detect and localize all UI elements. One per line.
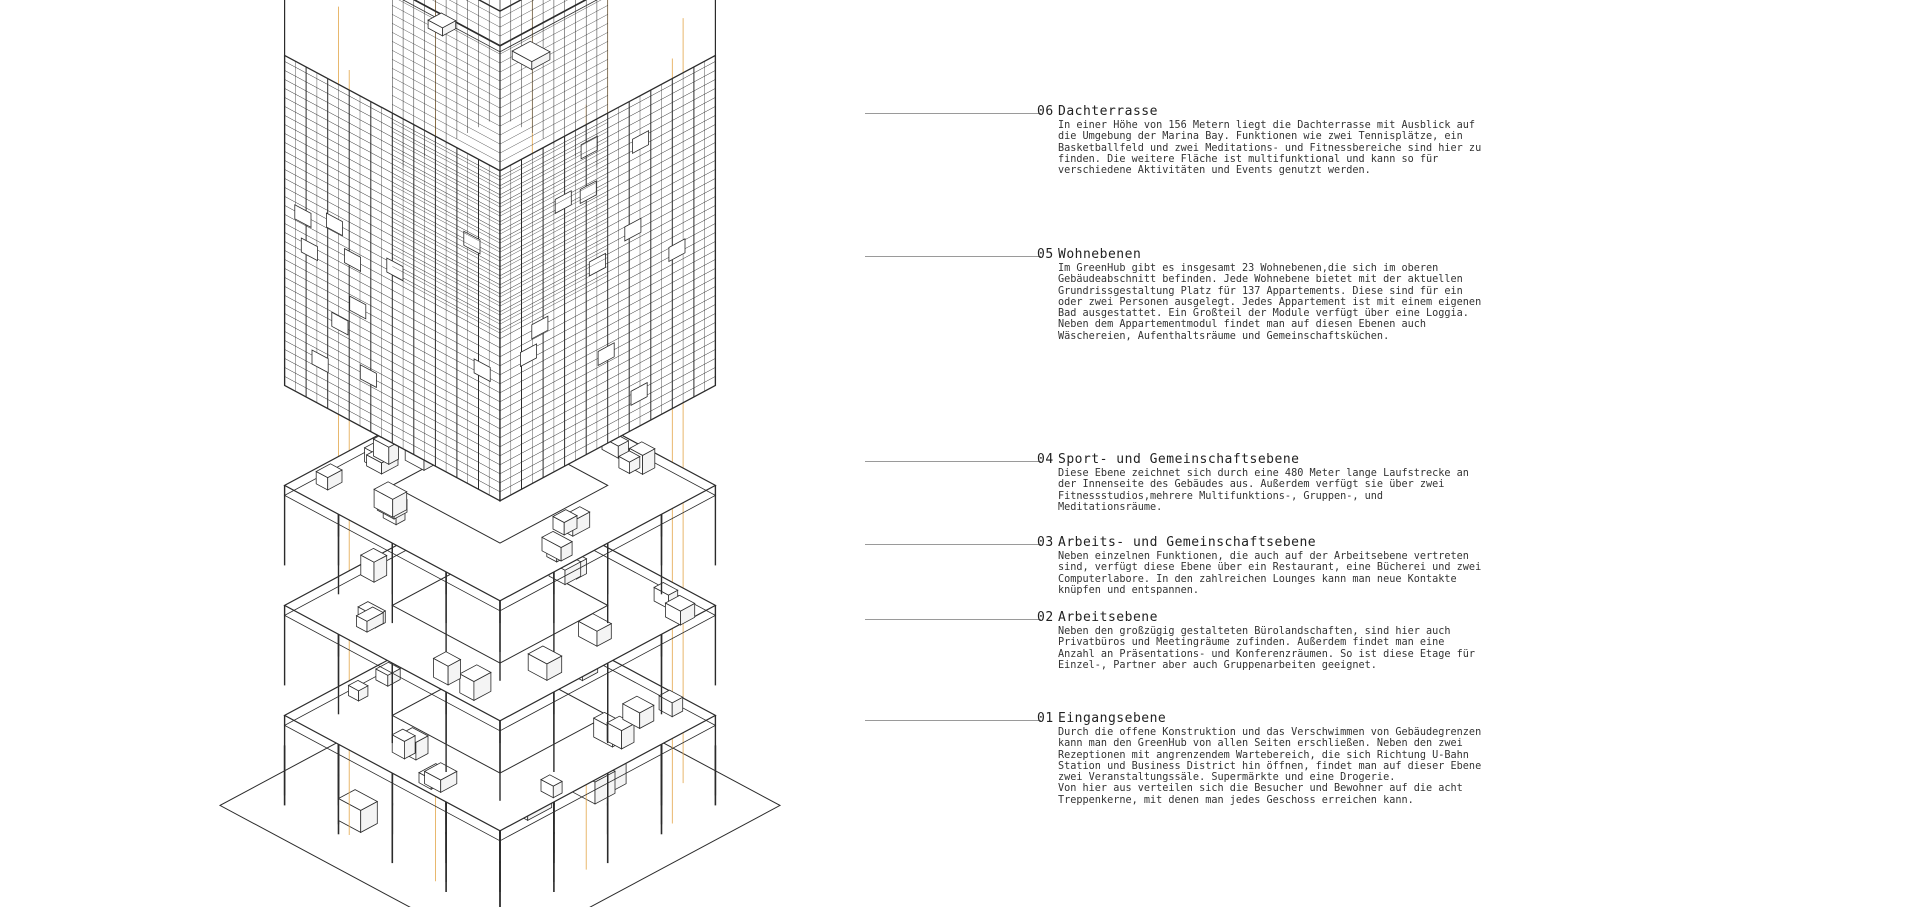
level-description: Im GreenHub gibt es insgesamt 23 Wohnebenen,die sich im oberen Gebäudeabschnitt befinden. Jede Wohnebene bietet mit der aktuellen Grundrissgestaltung Platz für 137 Appartements. Diese sind für ein oder zwei Personen ausgelegt. Jedes Appartement ist mit einem eigenen Bad ausgestattet. Ein Großteil der Module verfügt über eine Loggia. Neben dem Appartementmodul findet man auf diesen Ebenen auch Wäschereien, Aufenthaltsräume und Gemeinschaftsküchen. — [1058, 263, 1482, 342]
terrace-module — [512, 41, 550, 69]
kiosk-module — [339, 790, 378, 833]
level-description: Neben den großzügig gestalteten Bürolandschaften, sind hier auch Privatbüros und Meetingräume zufinden. Außerdem findet man eine Anzahl an Präsentations- und Konferenzräumen. So ist diese Etage für Einzel-, Partner aber auch Gruppenarbeiten geeignet. — [1058, 626, 1476, 671]
level-description: Neben einzelnen Funktionen, die auch auf der Arbeitsebene vertreten sind, verfügt diese Ebene über ein Restaurant, eine Bücherei und zwei Computerlabore. In den zahlreichen Lounges kann man neue Kontakte knüpfen und entspannen. — [1058, 551, 1482, 596]
leader-line — [865, 544, 1041, 545]
level-description: Durch die offene Konstruktion und das Verschwimmen von Gebäudegrenzen kann man den GreenHub von allen Seiten erschließen. Neben den zwei Rezeptionen mit angrenzendem Wartebereich, die sich Richtung U-Bahn Station und Business District hin öffnen, findet man auf dieser Ebene zwei Veranstaltungssäle. Supermärkte und eine Drogerie. Von hier aus verteilen sich die Besucher und Bewohner auf die acht Treppenkerne, mit denen man jedes Geschoss erreichen kann. — [1058, 727, 1482, 806]
level-title: Arbeits- und Gemeinschaftsebene — [1058, 535, 1317, 550]
leader-line — [865, 461, 1041, 462]
room-module — [392, 729, 415, 759]
level-title: Wohnebenen — [1058, 247, 1142, 262]
level-number: 02 — [1037, 610, 1054, 625]
level-description: In einer Höhe von 156 Metern liegt die Dachterrasse mit Ausblick auf die Umgebung der Marina Bay. Funktionen wie zwei Tennisplätze, ein Basketballfeld und zwei Meditations- und Fitnessbereiche sind hier zu finden. Die weitere Fläche ist multifunktional und kann so für verschiedene Aktivitäten und Events genutzt werden. — [1058, 120, 1482, 177]
level-number: 06 — [1037, 104, 1054, 119]
level-number: 04 — [1037, 452, 1054, 467]
level-title: Arbeitsebene — [1058, 610, 1158, 625]
leader-line — [865, 113, 1041, 114]
terrace-module — [428, 13, 456, 36]
level-description: Diese Ebene zeichnet sich durch eine 480 Meter lange Laufstrecke an der Innenseite des Gebäudes aus. Außerdem verfügt sie über zwei Fitnessstudios,mehrere Multifunktions-, Gruppen-, und Meditationsräume. — [1058, 468, 1469, 513]
leader-line — [865, 619, 1041, 620]
level-title: Sport- und Gemeinschaftsebene — [1058, 452, 1300, 467]
leader-line — [865, 256, 1041, 257]
room-module — [361, 548, 387, 582]
level-title: Eingangsebene — [1058, 711, 1167, 726]
level-title: Dachterrasse — [1058, 104, 1158, 119]
level-number: 05 — [1037, 247, 1054, 262]
leader-line — [865, 720, 1041, 721]
level-number: 01 — [1037, 711, 1054, 726]
level-number: 03 — [1037, 535, 1054, 550]
